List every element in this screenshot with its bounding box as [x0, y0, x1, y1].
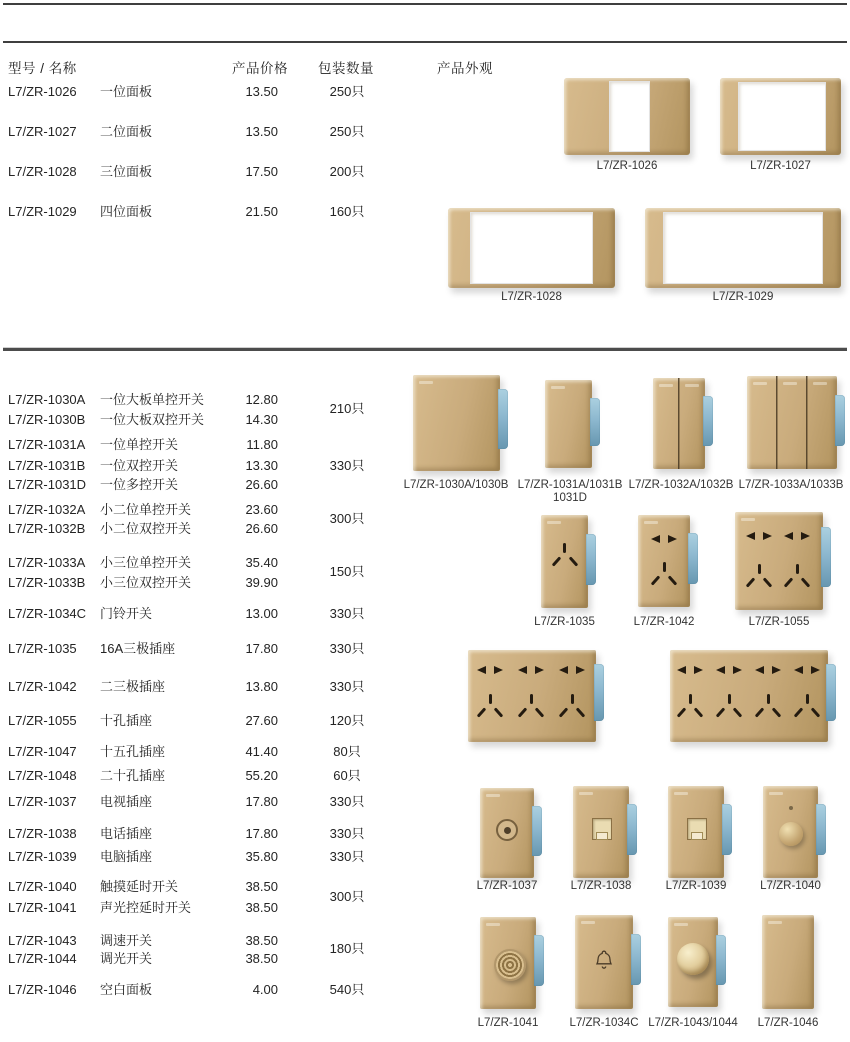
indicator-led [789, 806, 793, 810]
cell-price: 27.60 [245, 713, 278, 728]
product-image-caption: L7/ZR-1037 [476, 880, 538, 892]
product-image-caption: L7/ZR-1026 [596, 160, 658, 172]
cell-qty-group: 330只 [329, 849, 365, 864]
socket-slot [794, 666, 803, 674]
mount-clip [816, 804, 826, 855]
socket-slot [663, 562, 666, 572]
mount-clip [631, 934, 641, 986]
socket-slot [758, 564, 761, 574]
socket-slot [728, 694, 731, 704]
cell-model: L7/ZR-1047 [8, 744, 77, 759]
column-header-qty: 包装数量 [318, 61, 374, 76]
cell-name: 一位大板双控开关 [100, 412, 205, 427]
cell-name: 十孔插座 [100, 713, 153, 728]
cell-price: 13.00 [245, 606, 278, 621]
frame-window [609, 81, 650, 152]
socket-slot [801, 577, 811, 587]
table-row [0, 125, 420, 141]
product-image-caption: L7/ZR-1043/1044 [648, 1017, 738, 1029]
cell-qty-group: 300只 [329, 889, 365, 904]
cell-price: 35.80 [245, 849, 278, 864]
cell-price: 17.80 [245, 826, 278, 841]
cell-price: 55.20 [245, 768, 278, 783]
product-image-L7/ZR-1029 [645, 208, 841, 288]
mount-clip [826, 664, 836, 721]
table-row [0, 165, 420, 181]
brand-mark [419, 381, 433, 384]
mount-clip [722, 804, 732, 855]
cell-qty-group: 330只 [329, 826, 365, 841]
socket-slot [794, 707, 804, 717]
cell-price: 13.80 [245, 679, 278, 694]
cell-name: 三位面板 [100, 164, 153, 179]
socket-slot [530, 694, 533, 704]
socket-slot [755, 707, 765, 717]
socket-slot [677, 666, 686, 674]
brand-mark [486, 923, 500, 926]
brand-mark [581, 921, 595, 924]
cell-name: 触摸延时开关 [100, 879, 179, 894]
cell-name: 二位面板 [100, 124, 153, 139]
product-image-L7/ZR-1037 [480, 788, 534, 878]
product-image-L7/ZR-1031A/1031B [545, 380, 592, 468]
cell-name: 调光开关 [100, 951, 153, 966]
cell-model: L7/ZR-1043 [8, 933, 77, 948]
cell-price: 35.40 [245, 555, 278, 570]
product-image-caption: L7/ZR-1033A/1033B [738, 479, 844, 491]
product-image-L7/ZR-1042 [638, 515, 690, 607]
product-image-caption: L7/ZR-1039 [665, 880, 727, 892]
product-image-caption: L7/ZR-1029 [712, 291, 774, 303]
socket-slot [746, 532, 755, 540]
bell-icon [591, 947, 617, 975]
socket-slot [784, 532, 793, 540]
cell-qty-group: 120只 [329, 713, 365, 728]
socket-slot [716, 707, 726, 717]
socket-slot [494, 707, 504, 717]
cell-qty-group: 330只 [329, 794, 365, 809]
cell-price: 14.30 [245, 412, 278, 427]
product-image-caption-line2: 1031D [553, 492, 587, 504]
cell-name: 四位面板 [100, 204, 153, 219]
cell-model: L7/ZR-1033B [8, 575, 86, 590]
product-image-caption: L7/ZR-1042 [633, 616, 695, 628]
product-image-caption: L7/ZR-1041 [477, 1017, 539, 1029]
column-header-price: 产品价格 [232, 61, 288, 76]
cell-name: 一位面板 [100, 84, 153, 99]
cell-name: 小二位单控开关 [100, 502, 192, 517]
frame-window [738, 82, 826, 151]
rj45-jack [687, 818, 707, 840]
cell-name: 十五孔插座 [100, 744, 166, 759]
cell-qty-group: 300只 [329, 511, 365, 526]
cell-qty-group: 180只 [329, 941, 365, 956]
brand-mark [674, 792, 688, 795]
table-row [0, 205, 420, 221]
cell-name: 小三位双控开关 [100, 575, 192, 590]
cell-price: 26.60 [245, 521, 278, 536]
header-underline [3, 41, 847, 43]
cell-model: L7/ZR-1033A [8, 555, 86, 570]
socket-slot [651, 535, 660, 543]
cell-price: 17.50 [245, 164, 278, 179]
jack-slot [596, 832, 608, 840]
cell-price: 38.50 [245, 933, 278, 948]
table-row [0, 85, 420, 101]
cell-qty-group: 330只 [329, 606, 365, 621]
socket-slot [563, 543, 566, 553]
brand-mark [551, 386, 565, 389]
socket-slot [689, 694, 692, 704]
socket-slot [518, 707, 528, 717]
product-image-socket-20hole [670, 650, 828, 742]
cell-price: 12.80 [245, 392, 278, 407]
cell-name: 一位双控开关 [100, 458, 179, 473]
table-row [0, 438, 420, 454]
cell-price: 11.80 [246, 437, 278, 452]
socket-slot [763, 577, 773, 587]
brand-mark [783, 382, 797, 385]
rotary-knob [677, 943, 709, 975]
socket-slot [559, 707, 569, 717]
product-image-caption: L7/ZR-1055 [748, 616, 810, 628]
mount-clip [534, 935, 544, 986]
brand-mark [741, 518, 755, 521]
cell-name: 电脑插座 [100, 849, 153, 864]
cell-qty-group: 60只 [333, 768, 361, 783]
cell-price: 13.50 [245, 124, 278, 139]
socket-slot [668, 535, 677, 543]
product-image-L7/ZR-1043/1044 [668, 917, 718, 1007]
cell-model: L7/ZR-1026 [8, 84, 77, 99]
cell-qty-group: 540只 [329, 982, 365, 997]
cell-model: L7/ZR-1030A [8, 392, 86, 407]
mount-clip [716, 935, 726, 985]
cell-price: 26.60 [245, 477, 278, 492]
cell-model: L7/ZR-1044 [8, 951, 77, 966]
socket-slot [746, 577, 756, 587]
cell-price: 17.80 [245, 794, 278, 809]
cell-name: 门铃开关 [100, 606, 153, 621]
cell-name: 小三位单控开关 [100, 555, 192, 570]
product-image-caption: L7/ZR-1040 [760, 880, 821, 892]
mount-clip [627, 804, 637, 855]
brand-mark [579, 792, 593, 795]
product-image-L7/ZR-1027 [720, 78, 841, 155]
socket-slot [518, 666, 527, 674]
product-image-L7/ZR-1040 [763, 786, 818, 878]
brand-mark [547, 521, 561, 524]
cell-model: L7/ZR-1041 [8, 900, 77, 915]
socket-slot [767, 694, 770, 704]
product-image-caption: L7/ZR-1027 [750, 160, 811, 172]
cell-qty-group: 80只 [333, 744, 361, 759]
cell-model: L7/ZR-1034C [8, 606, 87, 621]
product-image-caption: L7/ZR-1034C [569, 1017, 639, 1029]
product-image-L7/ZR-1055 [735, 512, 823, 610]
socket-slot [694, 666, 703, 674]
socket-slot [796, 564, 799, 574]
sound-light-sensor [494, 949, 526, 981]
frame-window [470, 212, 593, 284]
socket-slot [477, 666, 486, 674]
cell-price: 13.30 [245, 458, 278, 473]
socket-slot [559, 666, 568, 674]
cell-model: L7/ZR-1046 [8, 982, 77, 997]
mount-clip [821, 527, 831, 588]
product-image-L7/ZR-1026 [564, 78, 690, 155]
cell-price: 4.00 [252, 982, 278, 997]
cell-model: L7/ZR-1031D [8, 477, 87, 492]
socket-slot [784, 577, 794, 587]
socket-slot [668, 575, 678, 585]
product-image-caption: L7/ZR-1035 [534, 616, 595, 628]
cell-model: L7/ZR-1040 [8, 879, 77, 894]
cell-model: L7/ZR-1031A [8, 437, 86, 452]
socket-slot [811, 666, 820, 674]
cell-name: 一位单控开关 [100, 437, 179, 452]
mount-clip [594, 664, 604, 721]
cell-model: L7/ZR-1031B [8, 458, 86, 473]
socket-slot [772, 666, 781, 674]
cell-name: 16A三极插座 [100, 641, 176, 656]
cell-qty: 250只 [329, 124, 365, 139]
cell-price: 21.50 [245, 204, 278, 219]
brand-mark [768, 921, 782, 924]
cell-qty-group: 150只 [329, 564, 365, 579]
socket-slot [694, 707, 704, 717]
brand-mark [813, 382, 827, 385]
mount-clip [586, 534, 596, 585]
cell-model: L7/ZR-1035 [8, 641, 77, 656]
frame-window [663, 212, 823, 284]
jack-slot [691, 832, 703, 840]
brand-mark [659, 384, 673, 387]
cell-name: 电视插座 [100, 794, 153, 809]
socket-slot [535, 707, 545, 717]
cell-name: 调速开关 [100, 933, 153, 948]
socket-slot [651, 575, 661, 585]
product-image-socket-15hole [468, 650, 596, 742]
cell-model: L7/ZR-1048 [8, 768, 77, 783]
cell-model: L7/ZR-1028 [8, 164, 77, 179]
gang-divider [806, 376, 808, 469]
cell-price: 38.50 [245, 900, 278, 915]
product-image-caption: L7/ZR-1038 [570, 880, 632, 892]
socket-slot [811, 707, 821, 717]
socket-slot [755, 666, 764, 674]
brand-mark [769, 792, 783, 795]
socket-slot [568, 556, 578, 566]
brand-mark [674, 923, 688, 926]
product-image-L7/ZR-1032A/1032B [653, 378, 705, 469]
brand-mark [644, 521, 658, 524]
socket-slot [677, 707, 687, 717]
product-image-caption: L7/ZR-1031A/1031B 1031D [514, 479, 626, 505]
cell-name: 小二位双控开关 [100, 521, 192, 536]
cell-price: 17.80 [245, 641, 278, 656]
cell-price: 23.60 [245, 502, 278, 517]
cell-name: 二十孔插座 [100, 768, 166, 783]
socket-slot [733, 707, 743, 717]
product-image-caption: L7/ZR-1028 [501, 291, 562, 303]
mount-clip [703, 396, 713, 446]
coax-connector [496, 819, 518, 841]
cell-price: 41.40 [245, 744, 278, 759]
cell-qty-group: 330只 [329, 679, 365, 694]
cell-name: 空白面板 [100, 982, 153, 997]
socket-slot [477, 707, 487, 717]
socket-slot [763, 532, 772, 540]
cell-model: L7/ZR-1032B [8, 521, 86, 536]
socket-slot [576, 666, 585, 674]
gang-divider [678, 378, 680, 469]
brand-mark [685, 384, 699, 387]
product-image-caption: L7/ZR-1030A/1030B [403, 479, 509, 491]
brand-mark [486, 794, 500, 797]
cell-qty-group: 210只 [329, 401, 365, 416]
section-divider-line [3, 347, 847, 351]
mount-clip [590, 398, 600, 446]
product-image-L7/ZR-1038 [573, 786, 629, 878]
cell-name: 二三极插座 [100, 679, 166, 694]
gang-divider [776, 376, 778, 469]
cell-model: L7/ZR-1038 [8, 826, 77, 841]
cell-qty: 250只 [329, 84, 365, 99]
cell-price: 38.50 [245, 951, 278, 966]
socket-slot [716, 666, 725, 674]
column-header-model: 型号 / 名称 [8, 61, 77, 76]
cell-qty-group: 330只 [329, 641, 365, 656]
socket-slot [733, 666, 742, 674]
cell-model: L7/ZR-1027 [8, 124, 77, 139]
cell-model: L7/ZR-1055 [8, 713, 77, 728]
rj11-jack [592, 818, 612, 840]
cell-name: 一位多控开关 [100, 477, 179, 492]
mount-clip [498, 389, 508, 449]
cell-model: L7/ZR-1032A [8, 502, 86, 517]
product-image-L7/ZR-1033A/1033B [747, 376, 837, 469]
cell-qty-group: 330只 [329, 458, 365, 473]
cell-model: L7/ZR-1030B [8, 412, 86, 427]
cell-model: L7/ZR-1029 [8, 204, 77, 219]
table-row [0, 478, 420, 494]
product-image-L7/ZR-1034C [575, 915, 633, 1009]
socket-slot [535, 666, 544, 674]
product-image-L7/ZR-1030A/1030B [413, 375, 500, 471]
touch-button [779, 822, 803, 846]
cell-qty: 200只 [329, 164, 365, 179]
coax-pin [504, 827, 511, 834]
socket-slot [772, 707, 782, 717]
brand-mark [753, 382, 767, 385]
cell-name: 声光控延时开关 [100, 900, 192, 915]
mount-clip [688, 533, 698, 584]
socket-slot [801, 532, 810, 540]
product-image-L7/ZR-1028 [448, 208, 615, 288]
socket-slot [571, 694, 574, 704]
product-image-L7/ZR-1035 [541, 515, 588, 608]
cell-qty: 160只 [329, 204, 365, 219]
socket-slot [489, 694, 492, 704]
cell-model: L7/ZR-1037 [8, 794, 77, 809]
socket-slot [551, 556, 561, 566]
cell-price: 39.90 [245, 575, 278, 590]
product-image-L7/ZR-1041 [480, 917, 536, 1009]
cell-name: 电话插座 [100, 826, 153, 841]
cell-model: L7/ZR-1042 [8, 679, 77, 694]
cell-price: 13.50 [245, 84, 278, 99]
product-image-L7/ZR-1039 [668, 786, 724, 878]
socket-slot [576, 707, 586, 717]
cell-price: 38.50 [245, 879, 278, 894]
mount-clip [532, 806, 542, 856]
socket-slot [806, 694, 809, 704]
product-image-caption: L7/ZR-1046 [757, 1017, 819, 1029]
product-image-caption: L7/ZR-1032A/1032B [628, 479, 734, 491]
socket-slot [494, 666, 503, 674]
cell-name: 一位大板单控开关 [100, 392, 205, 407]
product-image-L7/ZR-1046 [762, 915, 814, 1009]
cell-model: L7/ZR-1039 [8, 849, 77, 864]
mount-clip [835, 395, 845, 446]
top-border-line [3, 3, 847, 5]
column-header-appearance: 产品外观 [437, 61, 493, 76]
